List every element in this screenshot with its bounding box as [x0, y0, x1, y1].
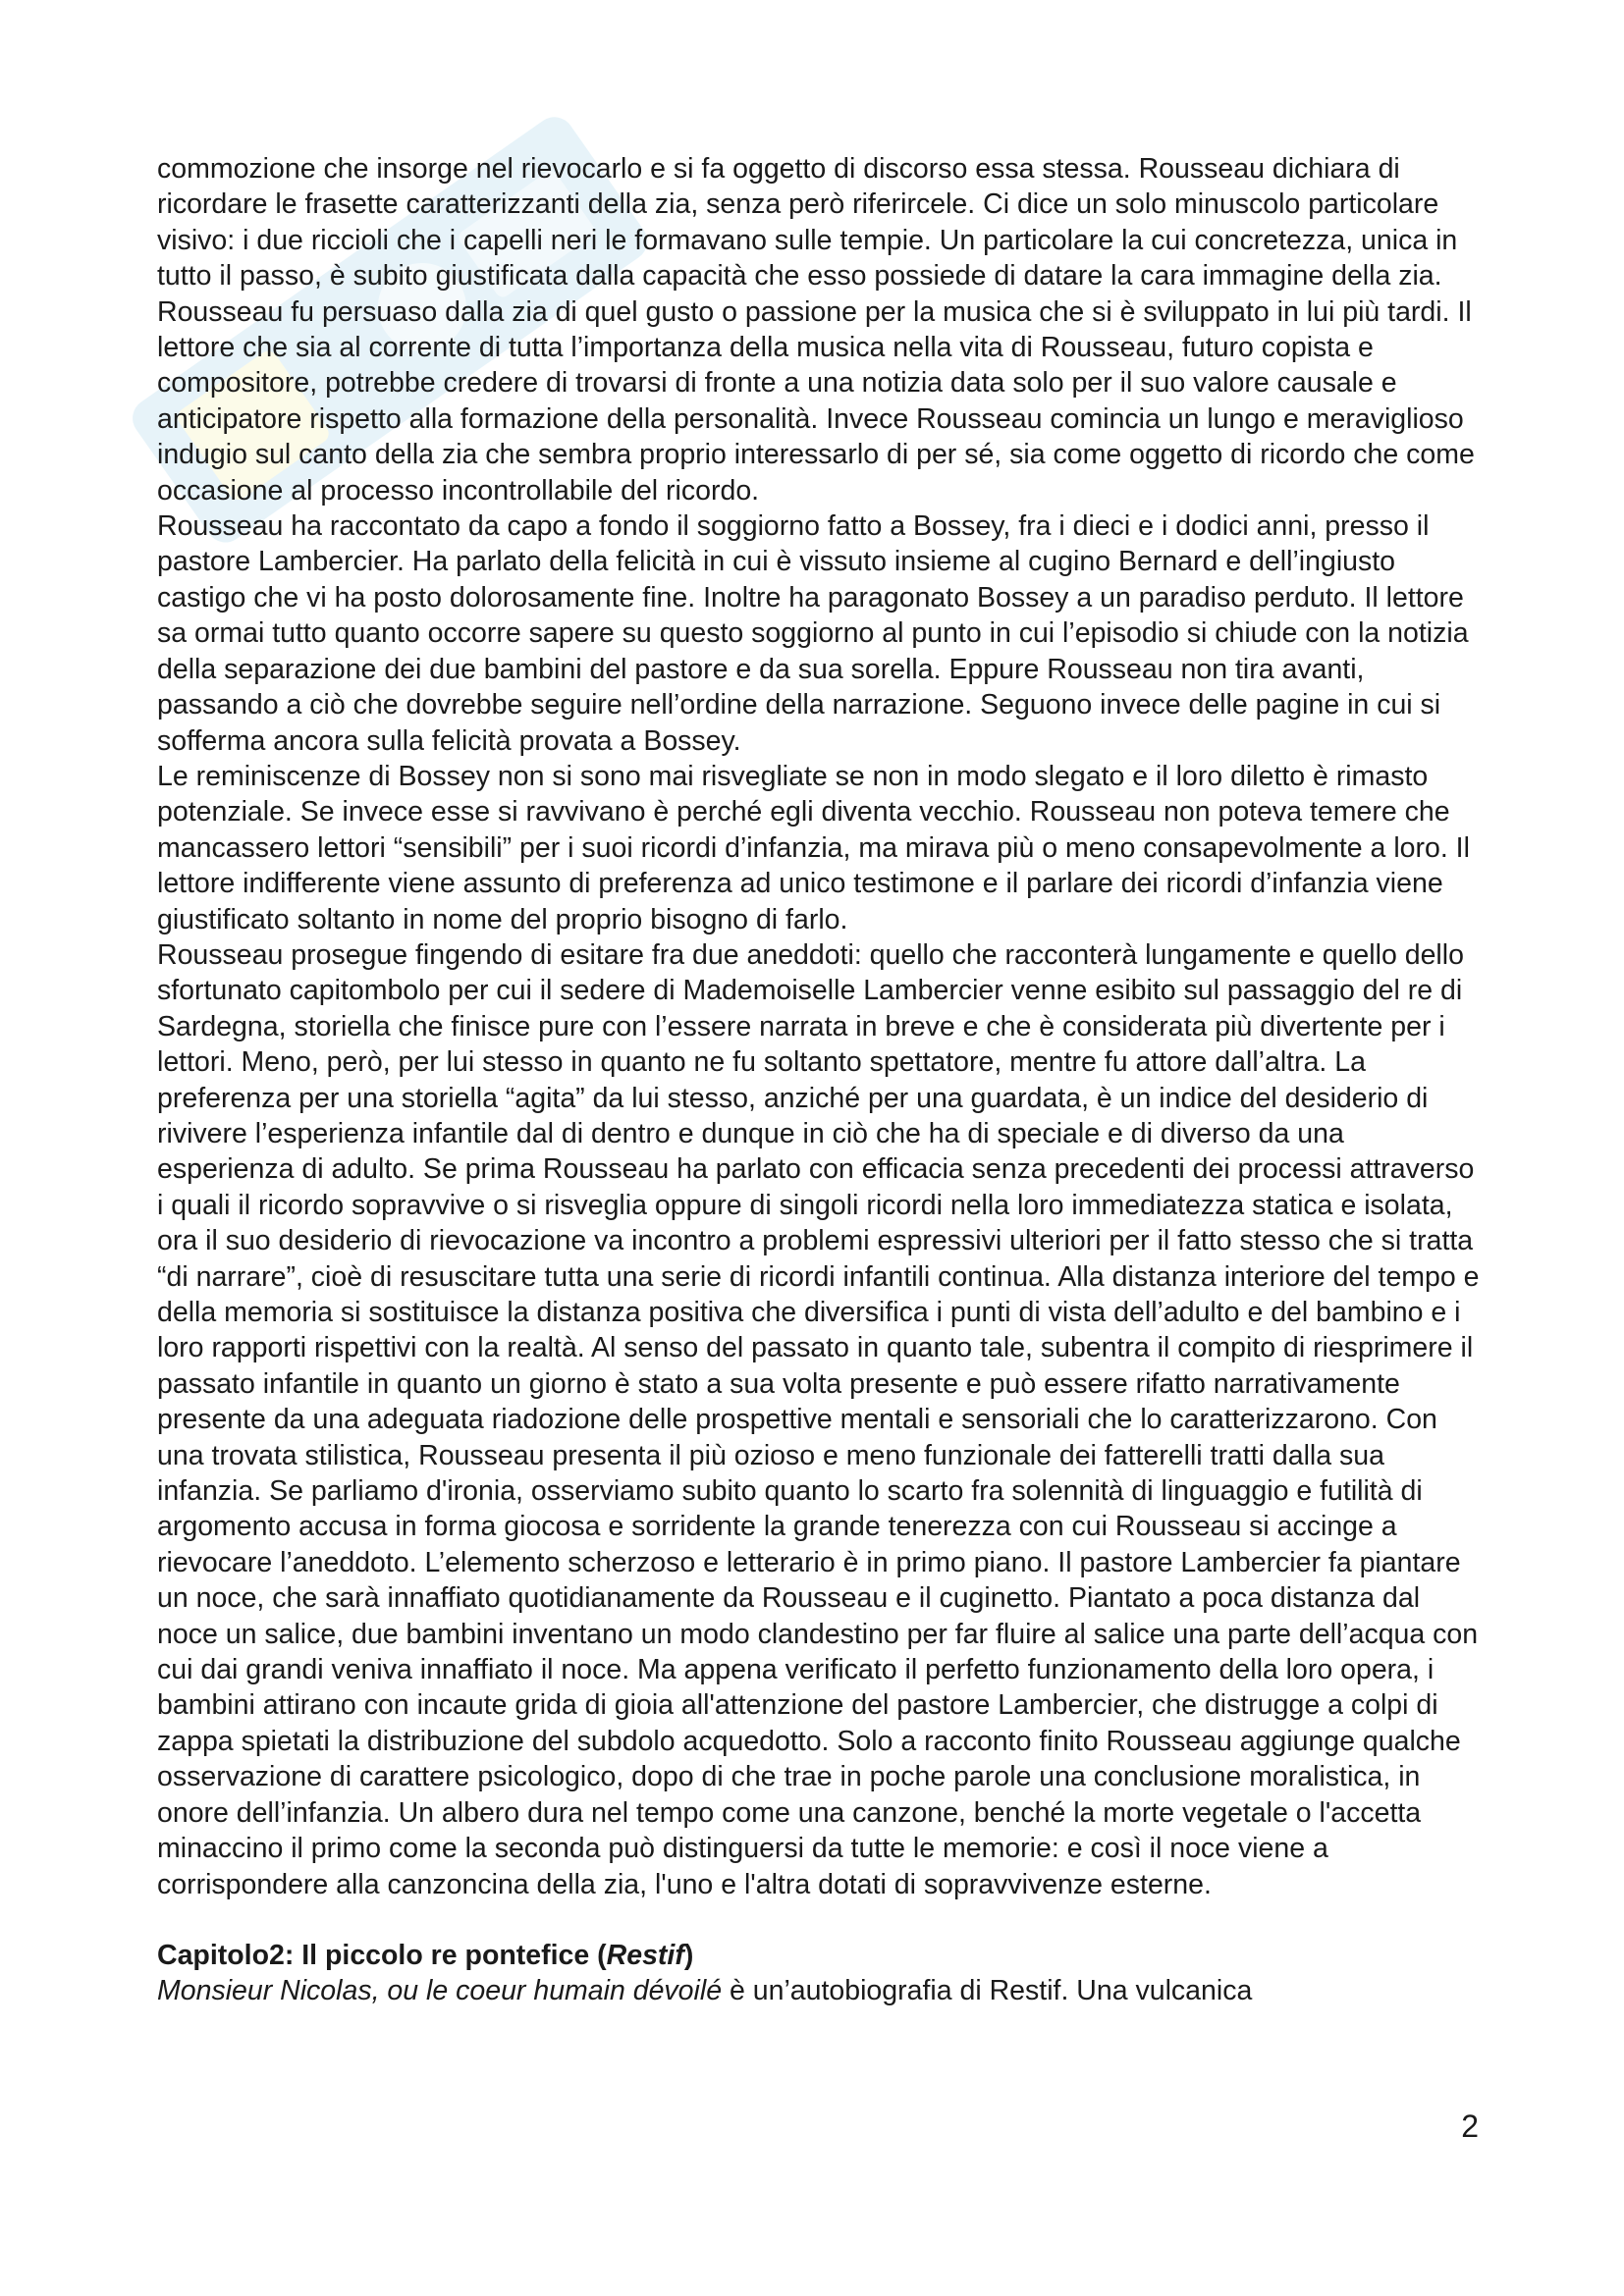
body-paragraph: Le reminiscenze di Bossey non si sono mai risvegliate se non in modo slegato e il loro diletto è rimasto potenziale. Se invece esse si ravvivano è perché egli diventa vecchio. Rousseau non poteva temere che mancassero lettori “sensibili” per i suoi ricordi d’infanzia, ma mirava più o meno consapevolmente a loro. Il lettore indifferente viene assunto di preferenza ad unico testimone e il parlare dei ricordi d’infanzia viene giustificato soltanto in nome del proprio bisogno di farlo. [157, 760, 1470, 935]
chapter-intro [157, 1973, 1483, 2008]
body-paragraph: Rousseau ha raccontato da capo a fondo il soggiorno fatto a Bossey, fra i dieci e i dodici anni, presso il pastore Lambercier. Ha parlato della felicità in cui è vissuto insieme al cugino Bernard e dell’ingiusto castigo che vi ha posto dolorosamente fine. Inoltre ha paragonato Bossey a un paradiso perduto. Il lettore sa ormai tutto quanto occorre sapere su questo soggiorno al punto in cui l’episodio si chiude con la notizia della separazione dei due bambini del pastore e da sua sorella. Eppure Rousseau non tira avanti, passando a ciò che dovrebbe seguire nell’ordine della narrazione. Seguono invece delle pagine in cui si sofferma ancora sulla felicità provata a Bossey. [157, 510, 1469, 757]
chapter-heading-suffix: ) [683, 1939, 694, 1971]
chapter-heading-emphasis: Restif [606, 1939, 684, 1971]
chapter-intro-text: è un’autobiografia di Restif. Una vulcanica [722, 1975, 1253, 2007]
chapter-heading [157, 1938, 1483, 1973]
page-body [157, 151, 1483, 2009]
body-paragraph: commozione che insorge nel rievocarlo e si fa oggetto di discorso essa stessa. Rousseau dichiara di ricordare le frasette caratterizzanti della zia, senza però riferircele. Ci dice un solo minuscolo particolare visivo: i due riccioli che i capelli neri le formavano sulle tempie. Un particolare la cui concretezza, unica in tutto il passo, è subito giustificata dalla capacità che esso possiede di datare la cara immagine della zia. Rousseau fu persuaso dalla zia di quel gusto o passione per la musica che si è sviluppato in lui più tardi. Il lettore che sia al corrente di tutta l’importanza della musica nella vita di Rousseau, futuro copista e compositore, potrebbe credere di trovarsi di fronte a una notizia data solo per il suo valore causale e anticipatore rispetto alla formazione della personalità. Invece Rousseau comincia un lungo e meraviglioso indugio sul canto della zia che sembra proprio interessarlo di per sé, sia come oggetto di ricordo che come occasione al processo incontrollabile del ricordo. [157, 153, 1475, 507]
page-number: 2 [1461, 2109, 1479, 2144]
book-title: Monsieur Nicolas, ou le coeur humain dévoilé [157, 1975, 723, 2007]
chapter-heading-prefix: Capitolo2: Il piccolo re pontefice ( [157, 1939, 607, 1971]
body-paragraph: Rousseau prosegue fingendo di esitare fra due aneddoti: quello che racconterà lungamente e quello dello sfortunato capitombolo per cui il sedere di Mademoiselle Lambercier venne esibito sul passaggio del re di Sardegna, storiella che finisce pure con l’essere narrata in breve e che è considerata più divertente per i lettori. Meno, però, per lui stesso in quanto ne fu soltanto spettatore, mentre fu attore dall’altra. La preferenza per una storiella “agita” da lui stesso, anziché per una guardata, è un indice del desiderio di rivivere l’esperienza infantile dal di dentro e dunque in ciò che ha di speciale e di diverso da una esperienza di adulto. Se prima Rousseau ha parlato con efficacia senza precedenti dei processi attraverso i quali il ricordo sopravvive o si risveglia oppure di singoli ricordi nella loro immediatezza statica e isolata, ora il suo desiderio di rievocazione va incontro a problemi espressivi ulteriori per il fatto stesso che si tratta “di narrare”, cioè di resuscitare tutta una serie di ricordi infantili continua. Alla distanza interiore del tempo e della memoria si sostituisce la distanza positiva che diversifica i punti di vista dell’adulto e del bambino e i loro rapporti rispettivi con la realtà. Al senso del passato in quanto tale, subentra il compito di riesprimere il passato infantile in quanto un giorno è stato a sua volta presente e può essere rifatto narrativamente presente da una adeguata riadozione delle prospettive mentali e sensoriali che lo caratterizzarono. Con una trovata stilistica, Rousseau presenta il più ozioso e meno funzionale dei fatterelli tratti dalla sua infanzia. Se parliamo d'ironia, osserviamo subito quanto lo scarto fra solennità di linguaggio e futilità di argomento accusa in forma giocosa e sorridente la grande tenerezza con cui Rousseau si accinge a rievocare l’aneddoto. L’elemento scherzoso e letterario è in primo piano. Il pastore Lambercier fa piantare un noce, che sarà innaffiato quotidianamente da Rousseau e il cuginetto. Piantato a poca distanza dal noce un salice, due bambini inventano un modo clandestino per far fluire al salice una parte dell’acqua con cui dai grandi veniva innaffiato il noce. Ma appena verificato il perfetto funzionamento della loro opera, i bambini attirano con incaute grida di gioia all'attenzione del pastore Lambercier, che distrugge a colpi di zappa spietati la distribuzione del subdolo acquedotto. Solo a racconto finito Rousseau aggiunge qualche osservazione di carattere psicologico, dopo di che trae in poche parole una conclusione moralistica, in onore dell’infanzia. Un albero dura nel tempo come una canzone, benché la morte vegetale o l'accetta minaccino il primo come la seconda può distinguersi da tutte le memorie: e così il noce viene a corrispondere alla canzoncina della zia, l'uno e l'altra dotati di sopravvivenze esterne. [157, 938, 1480, 1900]
